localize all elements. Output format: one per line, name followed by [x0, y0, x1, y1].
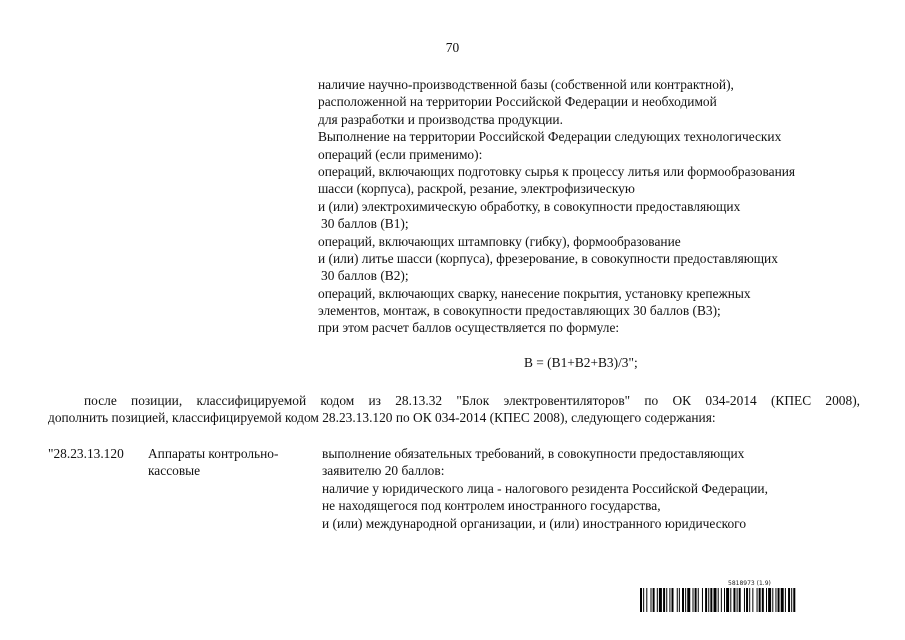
text-line: шасси (корпуса), раскрой, резание, электрофизическую [318, 181, 635, 197]
text-line: и (или) электрохимическую обработку, в совокупности предоставляющих [318, 198, 741, 214]
text-line: операций, включающих штамповку (гибку), формообразование [318, 233, 681, 249]
text-line: наличие у юридического лица - налогового резидента Российской Федерации, [322, 480, 768, 496]
text-line: не находящегося под контролем иностранного государства, [322, 498, 661, 514]
instruction-paragraph [48, 392, 860, 427]
text-line: и (или) международной организации, и (или) иностранного юридического [322, 515, 747, 531]
product-name-line: кассовые [148, 463, 201, 479]
text-line: при этом расчет баллов осуществляется по формуле: [318, 320, 620, 336]
text-line: Выполнение на территории Российской Федерации следующих технологических [318, 129, 782, 145]
text-line: операций, включающих подготовку сырья к процессу литья или формообразования [318, 163, 796, 179]
text-line: выполнение обязательных требований, в совокупности предоставляющих [322, 446, 745, 461]
instruction-line-1: после позиции, классифицируемой кодом из 28.13.32 "Блок электровентиляторов" по ОК 034-2014 (КПЕС 2008), [84, 393, 860, 408]
product-name-line: Аппараты контрольно- [148, 446, 279, 461]
entry-code: "28.23.13.120 [48, 446, 124, 461]
text-line: элементов, монтаж, в совокупности предоставляющих 30 баллов (В3); [318, 303, 721, 319]
text-line: операций (если применимо): [318, 146, 483, 162]
barcode-number: 5818973 (1.9) [728, 580, 771, 587]
text-line: заявителю 20 баллов: [322, 463, 445, 479]
barcode-icon [640, 588, 858, 612]
entry-product-name [148, 445, 278, 480]
text-line: операций, включающих сварку, нанесение покрытия, установку крепежных [318, 285, 751, 301]
page-number: 70 [445, 40, 460, 55]
entry-requirements [322, 445, 768, 532]
text-line: 30 баллов (В1); [321, 216, 409, 232]
text-line: расположенной на территории Российской Федерации и необходимой [318, 94, 717, 110]
requirements-text-block [318, 76, 795, 337]
text-line: для разработки и производства продукции. [318, 111, 563, 127]
text-line: и (или) литье шасси (корпуса), фрезерование, в совокупности предоставляющих [318, 250, 778, 266]
text-line: наличие научно-производственной базы (собственной или контрактной), [318, 77, 734, 92]
instruction-line-2: дополнить позицией, классифицируемой кодом 28.23.13.120 по ОК 034-2014 (КПЕС 2008), следующего содержания: [48, 410, 716, 426]
score-formula: В = (В1+В2+В3)/3"; [524, 355, 638, 370]
text-line: 30 баллов (В2); [321, 268, 409, 284]
